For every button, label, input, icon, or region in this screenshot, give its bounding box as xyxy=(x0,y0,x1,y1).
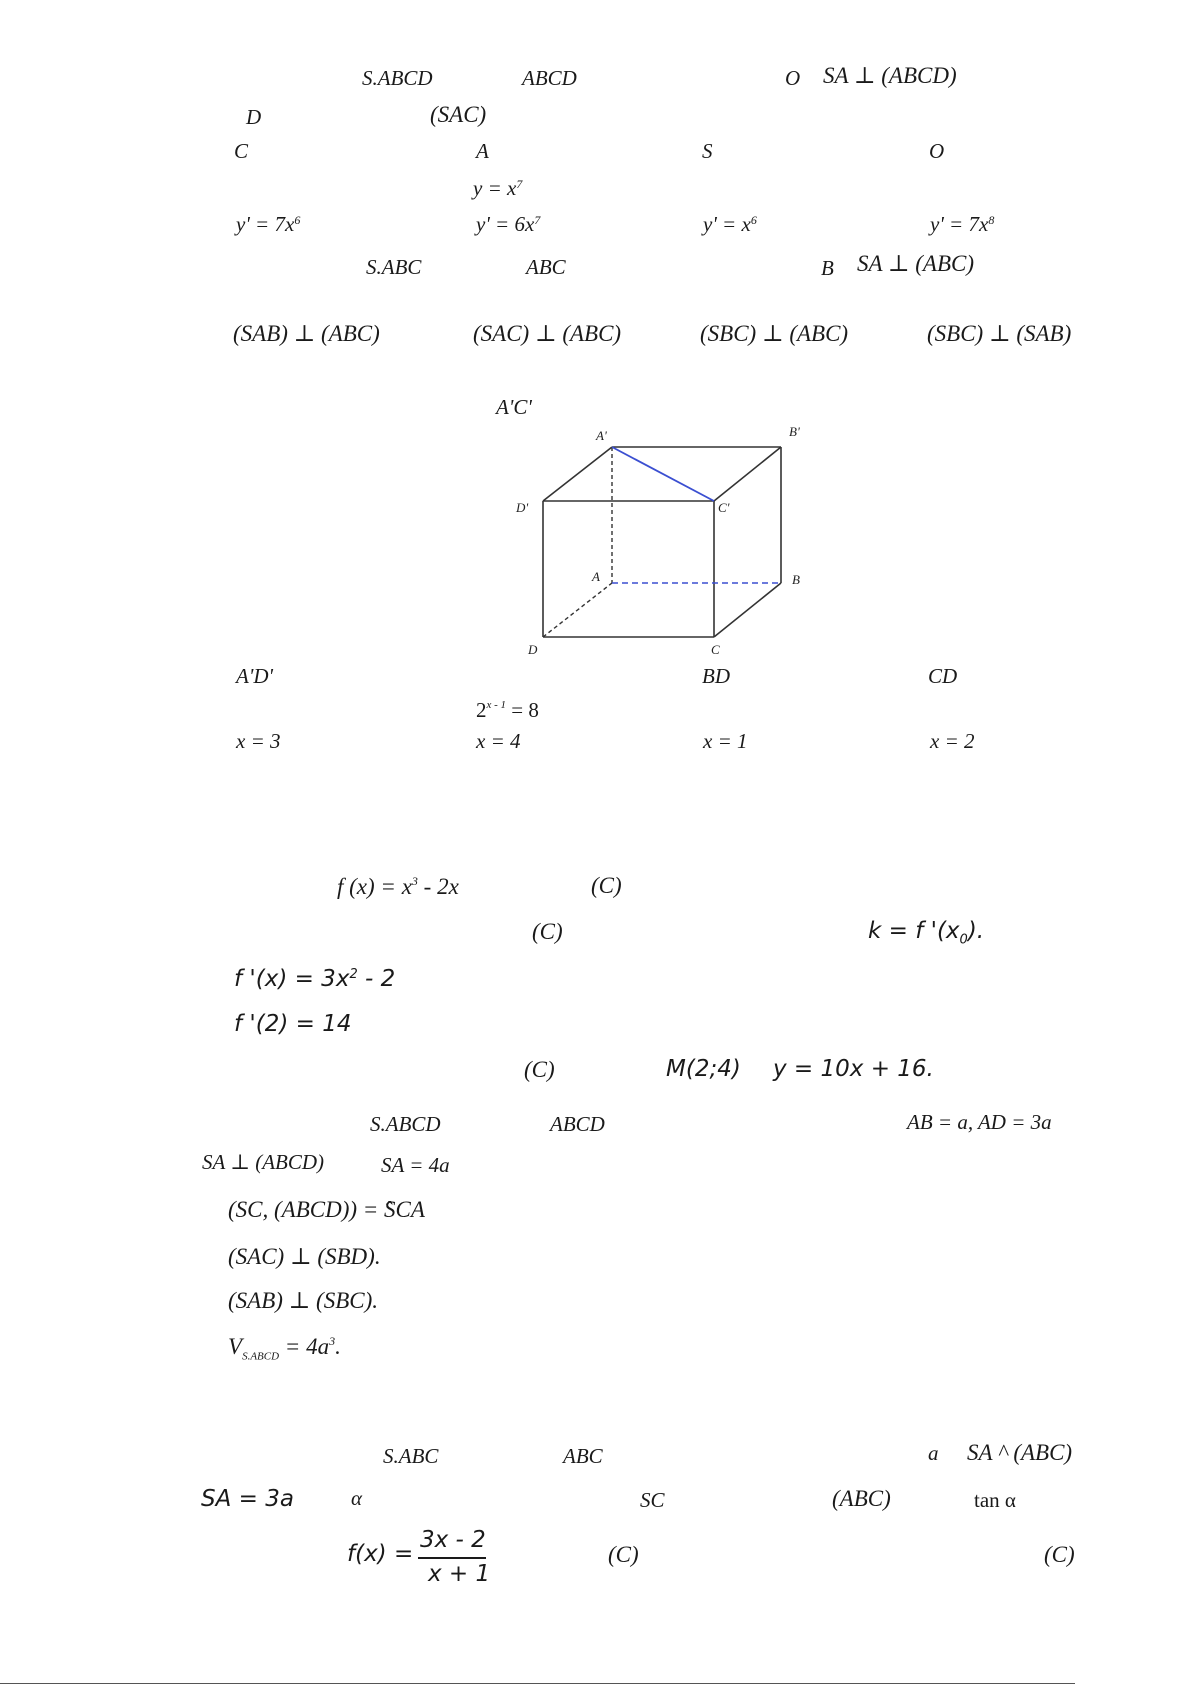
sol-derivative: f '$(x) = 3x^2 - 2$ xyxy=(234,966,396,992)
q1-center: O xyxy=(785,66,801,90)
q2-opt-a: $y' = 7x^6$ xyxy=(236,212,301,236)
q8-curve: (C) xyxy=(608,1542,639,1567)
q6-perp: SA ⊥ (ABCD) xyxy=(202,1150,325,1174)
q7-alpha: α xyxy=(351,1486,363,1510)
q6-item-c: (SAB) ⊥ (SBC). xyxy=(228,1288,379,1313)
q7-tan: tan α xyxy=(974,1488,1016,1512)
q3-opt-b: (SAC) ⊥ (ABC) xyxy=(473,321,622,346)
q3-opt-a: (SAB) ⊥ (ABC) xyxy=(233,321,380,346)
q1-perp: SA ⊥ (ABCD) xyxy=(823,63,957,88)
sol-function: f $(x) = x^3 - 2x$ xyxy=(337,874,459,899)
cube-figure xyxy=(505,415,825,665)
q4-opt-c: BD xyxy=(702,664,730,688)
q8-denominator: x + 1 xyxy=(428,1561,491,1587)
sol-point: M(2;4) xyxy=(666,1056,741,1082)
label-d-prime: D' xyxy=(516,500,529,515)
ac-prime-diagonal xyxy=(612,447,714,501)
q5-opt-d: x = 2 xyxy=(930,729,975,753)
sol-curve: (C) xyxy=(591,873,622,898)
q4-opt-a: A'D' xyxy=(236,664,273,688)
q7-plane: (ABC) xyxy=(832,1486,891,1511)
label-c-prime: C' xyxy=(718,500,730,515)
q3-perp: SA ⊥ (ABC) xyxy=(857,251,975,276)
q6-volume: $V_{S.ABCD} = 4a^3$. xyxy=(228,1334,341,1363)
label-a: A xyxy=(592,569,600,584)
q1-opt-b: A xyxy=(476,139,489,163)
q6-item-a: (SC, (ABCD)) = ̂SCA xyxy=(228,1197,425,1222)
q4-segment: A'C' xyxy=(496,395,532,419)
sol-derivative-value: f '(2) = 14 xyxy=(234,1011,352,1037)
q5-opt-a: x = 3 xyxy=(236,729,281,753)
q1-opt-d: O xyxy=(929,139,945,163)
q8-fraction-bar xyxy=(418,1557,486,1559)
q5-equation: 2$^{x - 1}$ = 8 xyxy=(476,698,539,722)
label-b-prime: B' xyxy=(789,424,800,439)
label-a-prime: A' xyxy=(596,428,607,443)
sol-curve-3: (C) xyxy=(524,1057,555,1082)
q6-base: ABCD xyxy=(550,1112,605,1136)
q2-func: $y = x^7$ xyxy=(473,176,523,200)
q6-pyramid: S.ABCD xyxy=(370,1112,441,1136)
q3-point: B xyxy=(821,256,834,280)
q2-opt-b: $y' = 6x^7$ xyxy=(476,212,541,236)
page-bottom-rule xyxy=(0,1683,1075,1684)
q1-opt-a: C xyxy=(234,139,249,163)
q7-perp: SA ^ (ABC) xyxy=(967,1440,1073,1465)
q2-opt-c: $y' = x^6$ xyxy=(703,212,757,236)
label-d: D xyxy=(528,642,538,657)
q6-item-b: (SAC) ⊥ (SBD). xyxy=(228,1244,381,1269)
q7-side: a xyxy=(928,1441,939,1465)
q1-opt-c: S xyxy=(702,139,713,163)
hidden-edges xyxy=(543,447,612,637)
q6-dims: AB = a, AD = 3a xyxy=(907,1110,1052,1134)
q7-base: ABC xyxy=(563,1444,603,1468)
q7-height: SA = 3a xyxy=(201,1486,294,1512)
q1-plane: (SAC) xyxy=(430,102,487,127)
q5-opt-c: x = 1 xyxy=(703,729,748,753)
label-c: C xyxy=(711,642,720,657)
sol-curve-2: (C) xyxy=(532,919,563,944)
q7-pyramid: S.ABC xyxy=(383,1444,439,1468)
q7-edge: SC xyxy=(640,1488,665,1512)
q8-func: f(x) = xyxy=(347,1541,414,1567)
label-b: B xyxy=(792,572,800,587)
q3-pyramid: S.ABC xyxy=(366,255,422,279)
q6-height: SA = 4a xyxy=(381,1153,450,1177)
q5-opt-b: x = 4 xyxy=(476,729,521,753)
q1-pyramid: S.ABCD xyxy=(362,66,433,90)
q8-numerator: 3x - 2 xyxy=(420,1527,486,1553)
q1-point: D xyxy=(246,105,262,129)
sol-tangent: y = 10x + 16. xyxy=(773,1056,934,1082)
q2-opt-d: $y' = 7x^8$ xyxy=(930,212,995,236)
q1-base: ABCD xyxy=(522,66,577,90)
q4-opt-d: CD xyxy=(928,664,958,688)
q3-opt-d: (SBC) ⊥ (SAB) xyxy=(927,321,1072,346)
q8-curve-2: (C) xyxy=(1044,1542,1075,1567)
q3-base: ABC xyxy=(526,255,566,279)
q3-opt-c: (SBC) ⊥ (ABC) xyxy=(700,321,849,346)
sol-slope: k = f '$(x_0)$. xyxy=(868,918,985,948)
